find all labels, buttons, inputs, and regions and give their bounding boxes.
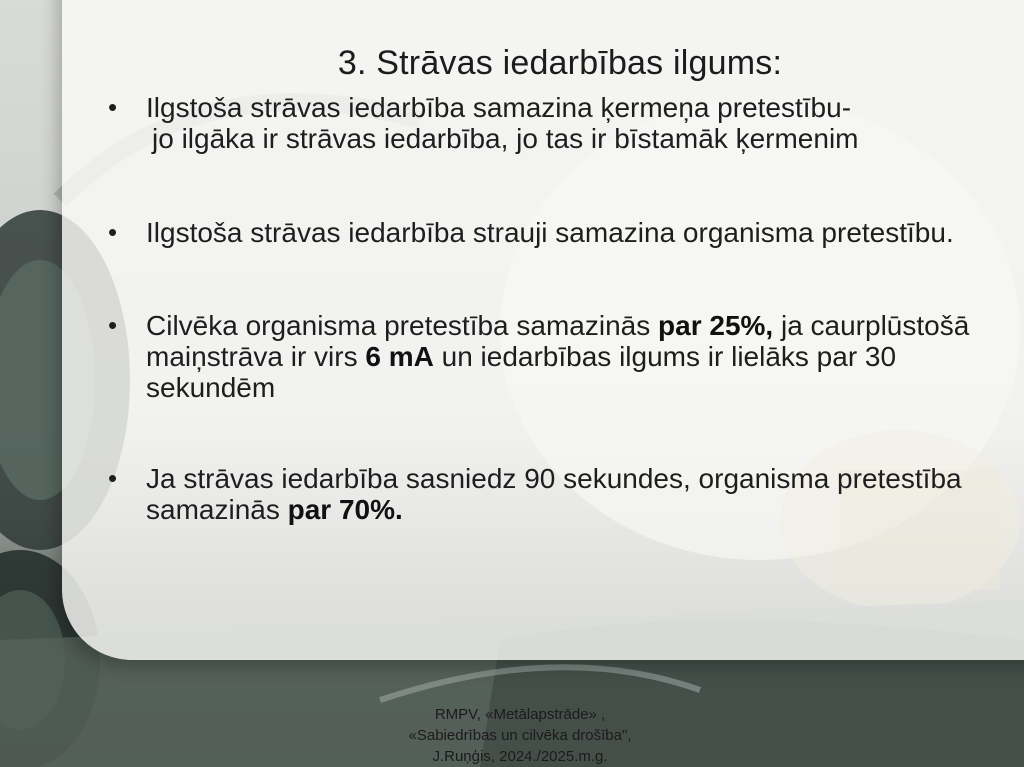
bullet-text: un iedarbības ilgums ir lielāks par 30 sekundēm: [146, 341, 897, 403]
slide-footer: [340, 704, 700, 767]
bullet-text-line: Ilgstoša strāvas iedarbība samazina ķermeņa pretestību-: [146, 92, 852, 123]
bullet-text: Cilvēka organisma pretestība samazinās: [146, 310, 659, 341]
highlight-current: 6 mA: [365, 341, 434, 372]
footer-line: J.Ruņģis, 2024./2025.m.g.: [432, 748, 608, 765]
bullet-item: [108, 92, 1008, 154]
bullet-item: [108, 463, 1008, 525]
bullet-icon: •: [108, 310, 118, 340]
highlight-percent: par 25%,: [658, 310, 774, 341]
bullet-icon: •: [108, 463, 118, 493]
bullet-text-line: jo ilgāka ir strāvas iedarbība, jo tas ir bīstamāk ķermenim: [152, 123, 859, 154]
highlight-percent: par 70%.: [287, 494, 403, 525]
footer-line: «Sabiedrības un cilvēka drošība",: [408, 727, 632, 744]
bullet-text: ja caurplūstošā maiņstrāva ir virs: [146, 310, 970, 372]
bullet-text: Ja strāvas iedarbība sasniedz 90 sekundes, organisma pretestība samazinās: [146, 463, 962, 525]
bullet-text: Ilgstoša strāvas iedarbība strauji samazina organisma pretestību.: [146, 217, 954, 248]
bullet-item: [108, 217, 1008, 248]
bullet-icon: •: [108, 92, 118, 122]
footer-line: RMPV, «Metālapstrāde» ,: [434, 706, 606, 723]
bullet-list: [108, 92, 1008, 525]
slide-title: 3. Strāvas iedarbības ilgums:: [337, 44, 783, 82]
bullet-item: [108, 310, 1008, 403]
bullet-icon: •: [108, 217, 118, 247]
